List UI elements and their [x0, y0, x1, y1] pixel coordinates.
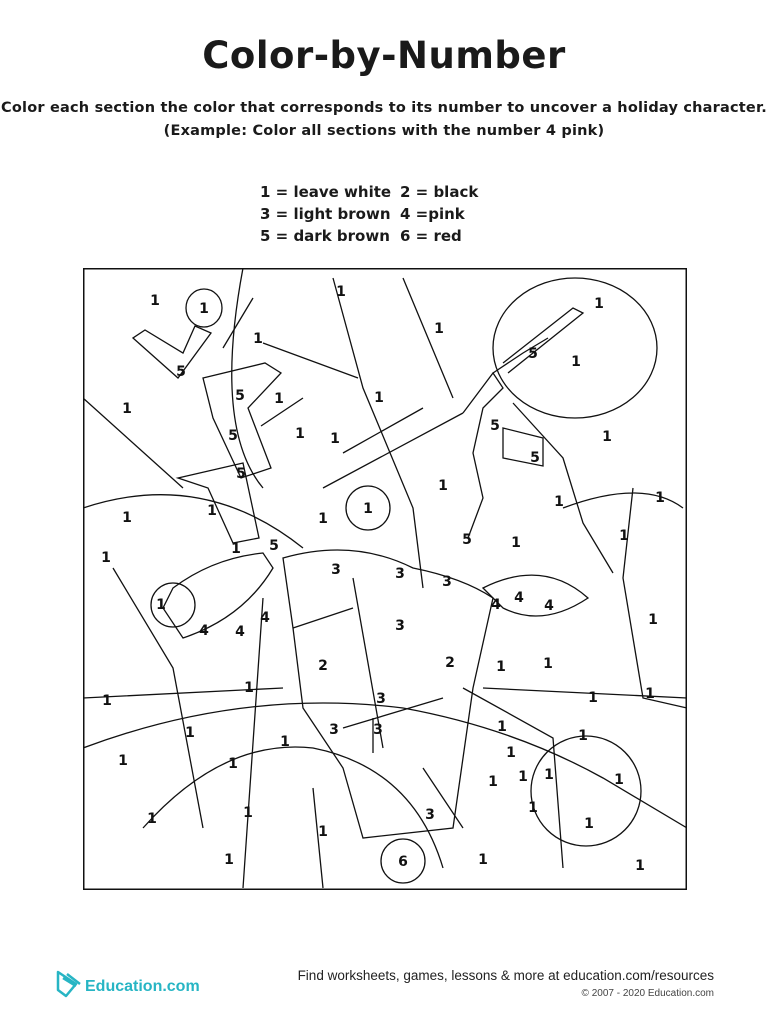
region-number: 4 — [199, 623, 209, 639]
region-number: 3 — [442, 574, 452, 590]
region-number: 1 — [438, 478, 448, 494]
region-number: 1 — [274, 391, 284, 407]
education-logo-icon — [54, 966, 84, 1002]
region-number: 1 — [101, 550, 111, 566]
region-number: 1 — [224, 852, 234, 868]
key-item-6: 6 = red — [400, 227, 462, 245]
region-number: 1 — [280, 734, 290, 750]
region-number: 1 — [199, 301, 209, 317]
key-item-2: 2 = black — [400, 183, 479, 201]
region-number: 1 — [544, 767, 554, 783]
region-number: 1 — [318, 511, 328, 527]
region-number: 5 — [490, 418, 500, 434]
region-number: 3 — [373, 722, 383, 738]
key-item-3: 3 = light brown — [260, 205, 391, 223]
region-number: 1 — [478, 852, 488, 868]
region-number: 1 — [571, 354, 581, 370]
region-number: 5 — [462, 532, 472, 548]
region-number: 1 — [374, 390, 384, 406]
region-number: 1 — [118, 753, 128, 769]
region-number: 1 — [336, 284, 346, 300]
footer-tagline: Find worksheets, games, lessons & more at education.com/resources — [297, 968, 714, 983]
region-number: 6 — [398, 854, 408, 870]
region-number: 1 — [578, 728, 588, 744]
region-number: 1 — [645, 686, 655, 702]
copyright: © 2007 - 2020 Education.com — [581, 988, 714, 999]
region-number: 1 — [122, 510, 132, 526]
region-number: 1 — [511, 535, 521, 551]
region-number: 1 — [207, 503, 217, 519]
region-number: 1 — [434, 321, 444, 337]
region-number: 1 — [244, 680, 254, 696]
key-item-5: 5 = dark brown — [260, 227, 390, 245]
region-number: 1 — [518, 769, 528, 785]
region-number: 3 — [425, 807, 435, 823]
region-number: 1 — [543, 656, 553, 672]
region-number: 1 — [185, 725, 195, 741]
region-number: 1 — [594, 296, 604, 312]
region-number: 5 — [528, 346, 538, 362]
region-number: 3 — [395, 618, 405, 634]
key-item-4: 4 =pink — [400, 205, 465, 223]
region-number: 1 — [150, 293, 160, 309]
region-number: 1 — [147, 811, 157, 827]
region-number: 1 — [228, 756, 238, 772]
region-number: 3 — [329, 722, 339, 738]
region-number: 1 — [318, 824, 328, 840]
region-number: 1 — [528, 800, 538, 816]
instructions-line-2: (Example: Color all sections with the number 4 pink) — [163, 123, 605, 139]
region-number: 1 — [506, 745, 516, 761]
region-number: 3 — [331, 562, 341, 578]
region-number: 1 — [655, 490, 665, 506]
region-number: 4 — [491, 597, 501, 613]
region-number: 1 — [614, 772, 624, 788]
region-number: 1 — [253, 331, 263, 347]
region-number: 5 — [176, 364, 186, 380]
key-item-1: 1 = leave white — [260, 183, 392, 201]
region-number: 5 — [236, 466, 246, 482]
region-number: 1 — [584, 816, 594, 832]
region-number: 1 — [602, 429, 612, 445]
region-number: 3 — [376, 691, 386, 707]
region-number: 1 — [488, 774, 498, 790]
region-number: 1 — [554, 494, 564, 510]
brand-name[interactable]: Education.com — [85, 978, 200, 995]
region-number: 2 — [318, 658, 328, 674]
region-number: 4 — [544, 598, 554, 614]
region-number: 4 — [235, 624, 245, 640]
region-number: 1 — [295, 426, 305, 442]
region-number: 1 — [122, 401, 132, 417]
region-number: 1 — [588, 690, 598, 706]
region-number: 1 — [497, 719, 507, 735]
region-number: 5 — [228, 428, 238, 444]
region-number: 1 — [619, 528, 629, 544]
page-title: Color-by-Number — [202, 34, 566, 77]
region-number: 1 — [243, 805, 253, 821]
region-number: 1 — [102, 693, 112, 709]
region-number: 1 — [156, 597, 166, 613]
coloring-puzzle — [83, 268, 687, 890]
region-number: 2 — [445, 655, 455, 671]
region-number: 1 — [363, 501, 373, 517]
region-number: 1 — [330, 431, 340, 447]
region-number: 5 — [530, 450, 540, 466]
region-number: 5 — [235, 388, 245, 404]
region-number: 1 — [648, 612, 658, 628]
region-number: 1 — [496, 659, 506, 675]
puzzle-outlines — [83, 268, 687, 889]
region-number: 5 — [269, 538, 279, 554]
region-number: 4 — [514, 590, 524, 606]
region-number: 1 — [635, 858, 645, 874]
region-number: 3 — [395, 566, 405, 582]
instructions-line-1: Color each section the color that corresponds to its number to uncover a holiday character. — [1, 100, 767, 116]
region-number: 1 — [231, 541, 241, 557]
region-number: 4 — [260, 610, 270, 626]
